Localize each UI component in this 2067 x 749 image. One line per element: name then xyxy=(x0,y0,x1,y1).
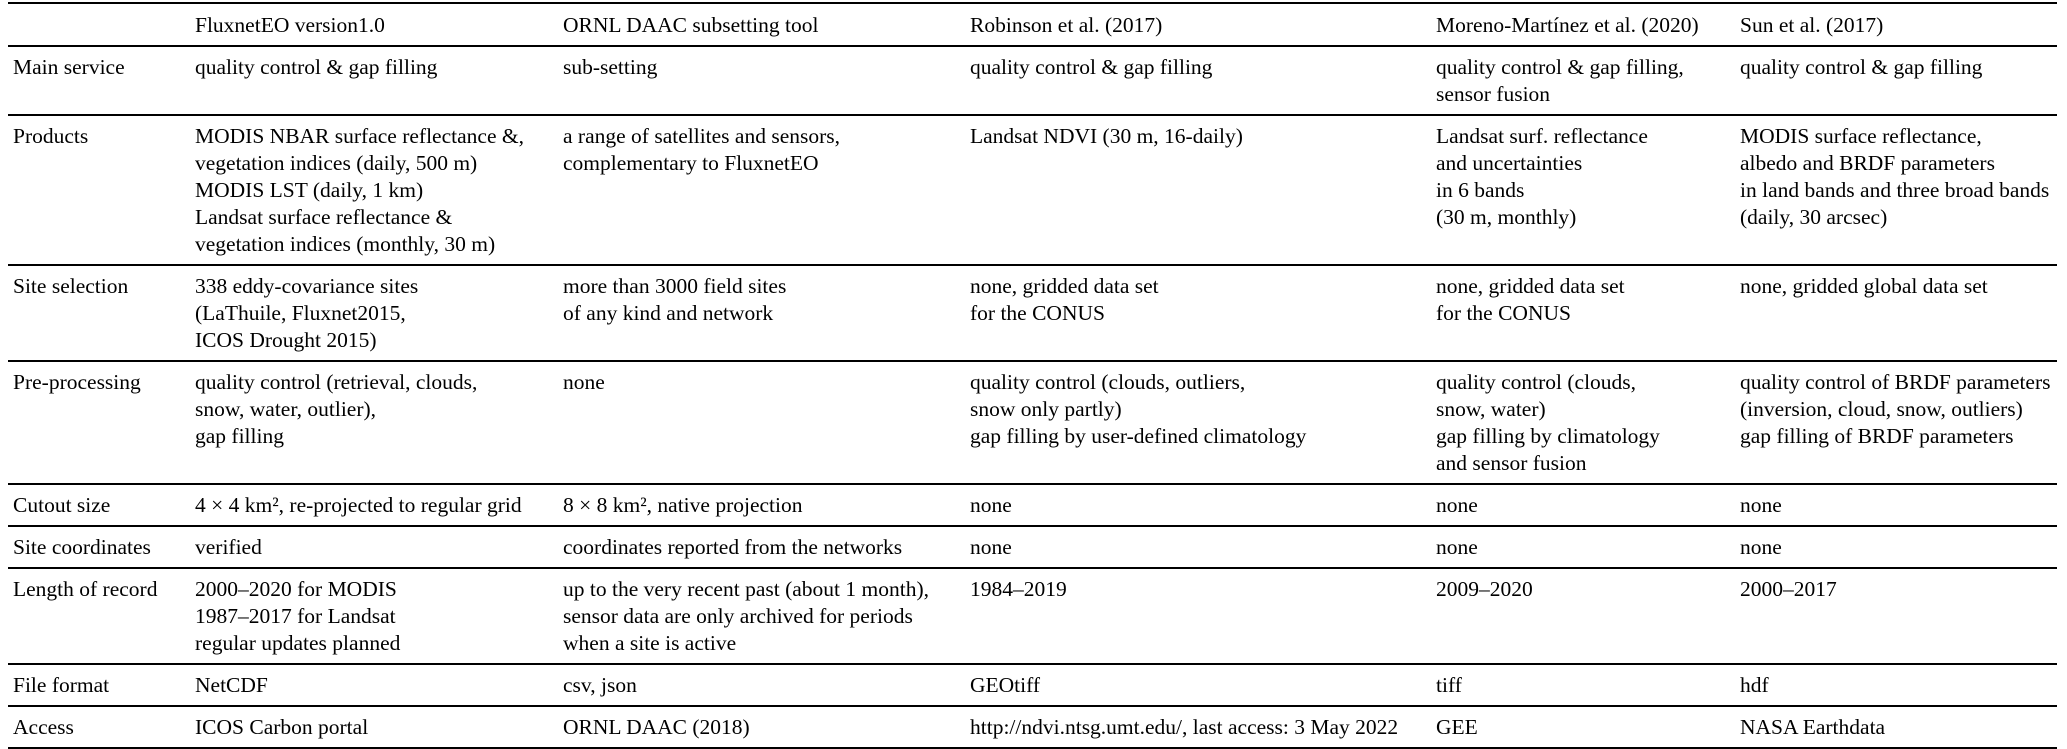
column-header-ornl-daac: ORNL DAAC subsetting tool xyxy=(558,3,965,46)
header-row xyxy=(8,3,2057,46)
table-cell: 2009–2020 xyxy=(1436,577,1533,601)
table-cell: ORNL DAAC (2018) xyxy=(563,715,750,739)
table-cell: http://ndvi.ntsg.umt.edu/, last access: 3 May 2022 xyxy=(970,715,1399,739)
row-label: Length of record xyxy=(13,577,158,601)
table-cell: none, gridded data set for the CONUS xyxy=(1436,274,1625,325)
table-cell: quality control of BRDF parameters (inversion, cloud, snow, outliers) gap filling of BRDF parameters xyxy=(1740,370,2051,448)
table-cell: quality control & gap filling xyxy=(195,55,438,79)
table-cell: none xyxy=(970,535,1012,559)
table-cell: MODIS NBAR surface reflectance &, vegetation indices (daily, 500 m) MODIS LST (daily, 1 km) Landsat surface reflectance & vegetation indices (monthly, 30 m) xyxy=(195,124,524,256)
table-row-cutout-size xyxy=(8,484,2057,526)
table-row-file-format xyxy=(8,664,2057,706)
table-cell: hdf xyxy=(1740,673,1769,697)
table-cell: quality control & gap filling, sensor fusion xyxy=(1436,55,1684,106)
table-cell: 2000–2017 xyxy=(1740,577,1837,601)
table-cell: ICOS Carbon portal xyxy=(195,715,369,739)
table-cell: quality control & gap filling xyxy=(970,55,1213,79)
table-cell: 8 × 8 km², native projection xyxy=(563,493,803,517)
row-label: File format xyxy=(13,673,110,697)
table-cell: none xyxy=(970,493,1012,517)
table-row-site-selection xyxy=(8,265,2057,361)
table-cell: none xyxy=(1436,493,1478,517)
table-cell: a range of satellites and sensors, complementary to FluxnetEO xyxy=(563,124,841,175)
row-label: Main service xyxy=(13,55,125,79)
column-header-sun: Sun et al. (2017) xyxy=(1735,3,2057,46)
table-cell: quality control (retrieval, clouds, snow, water, outlier), gap filling xyxy=(195,370,478,448)
table-cell: coordinates reported from the networks xyxy=(563,535,903,559)
column-header-robinson: Robinson et al. (2017) xyxy=(965,3,1431,46)
table-cell: tiff xyxy=(1436,673,1462,697)
table-cell: quality control (clouds, outliers, snow only partly) gap filling by user-defined climatology xyxy=(970,370,1307,448)
table-row-main-service xyxy=(8,46,2057,115)
row-label: Cutout size xyxy=(13,493,111,517)
row-label: Site selection xyxy=(13,274,129,298)
table-cell: NASA Earthdata xyxy=(1740,715,1886,739)
column-header-moreno-martinez: Moreno-Martínez et al. (2020) xyxy=(1431,3,1735,46)
table-row-pre-processing xyxy=(8,361,2057,484)
table-cell: quality control (clouds, snow, water) gap filling by climatology and sensor fusion xyxy=(1436,370,1660,475)
table-cell: MODIS surface reflectance, albedo and BRDF parameters in land bands and three broad bands (daily, 30 arcsec) xyxy=(1740,124,2050,229)
table-cell: none, gridded global data set xyxy=(1740,274,1988,298)
table-cell: Landsat surf. reflectance and uncertainties in 6 bands (30 m, monthly) xyxy=(1436,124,1648,229)
table-cell: GEOtiff xyxy=(970,673,1041,697)
table-cell: none, gridded data set for the CONUS xyxy=(970,274,1159,325)
table-row-site-coordinates xyxy=(8,526,2057,568)
table-cell: none xyxy=(563,370,605,394)
table-row-length-of-record xyxy=(8,568,2057,664)
table-cell: 338 eddy-covariance sites (LaThuile, Fluxnet2015, ICOS Drought 2015) xyxy=(195,274,419,352)
column-header-fluxneteo: FluxnetEO version1.0 xyxy=(190,3,558,46)
table-cell: quality control & gap filling xyxy=(1740,55,1983,79)
row-label: Site coordinates xyxy=(13,535,151,559)
row-label: Access xyxy=(13,715,74,739)
table-cell: verified xyxy=(195,535,262,559)
row-label: Pre-processing xyxy=(13,370,141,394)
column-header-rowlabels xyxy=(8,3,190,46)
table-cell: none xyxy=(1436,535,1478,559)
table-cell: more than 3000 field sites of any kind and network xyxy=(563,274,787,325)
table-cell: 1984–2019 xyxy=(970,577,1067,601)
table-cell: Landsat NDVI (30 m, 16-daily) xyxy=(970,124,1243,148)
table-cell: GEE xyxy=(1436,715,1478,739)
table-row-access xyxy=(8,706,2057,748)
table-cell: 4 × 4 km², re-projected to regular grid xyxy=(195,493,522,517)
table-cell: none xyxy=(1740,493,1782,517)
table-cell: 2000–2020 for MODIS 1987–2017 for Landsat regular updates planned xyxy=(195,577,401,655)
comparison-table xyxy=(8,2,2057,749)
table-cell: NetCDF xyxy=(195,673,268,697)
table-cell: none xyxy=(1740,535,1782,559)
table-row-products xyxy=(8,115,2057,265)
table-cell: csv, json xyxy=(563,673,637,697)
table-cell: up to the very recent past (about 1 month), sensor data are only archived for periods when a site is active xyxy=(563,577,929,655)
row-label: Products xyxy=(13,124,89,148)
table-cell: sub-setting xyxy=(563,55,658,79)
